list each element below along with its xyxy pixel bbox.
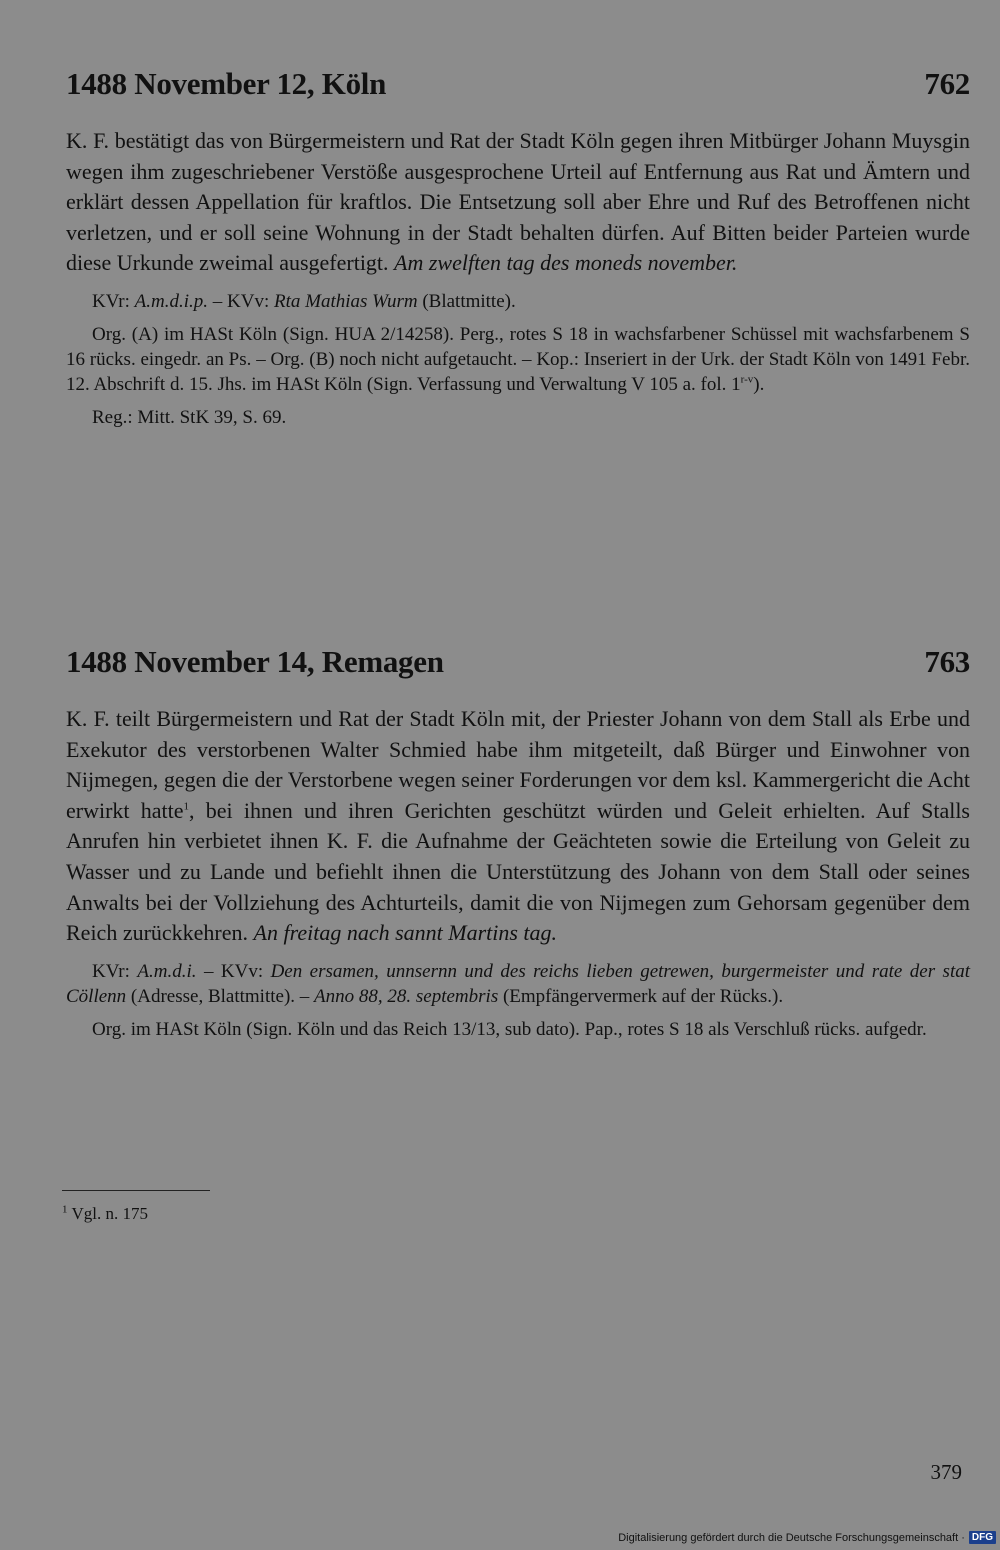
page-number: 379	[930, 1460, 962, 1484]
chancery-notes: KVr: A.m.d.i.p. – KVv: Rta Mathias Wurm (Blattmitte).	[92, 290, 516, 312]
regest-reference: Reg.: Mitt. StK 39, S. 69.	[92, 406, 287, 428]
entry-heading	[66, 66, 970, 102]
entry-763	[66, 644, 970, 1050]
entry-number: 762	[924, 66, 970, 101]
footnote-divider	[62, 1190, 210, 1191]
entry-number: 763	[924, 644, 970, 679]
footnote: $^1$ Vgl. n. 175	[62, 1203, 148, 1223]
regest-text: K. F. bestätigt das von Bürgermeistern und Rat der Stadt Köln gegen ihren Mitbürger Johann Muysgin wegen ihm zugeschriebener Verstöße ausgesprochene Urteil auf Entfernung aus Rat und Ämtern und erklärt dessen Appellation für kraftlos. Die Entsetzung soll aber Ehre und Ruf des Betroffenen nicht verletzen, und er soll seine Wohnung in der Stadt behalten dürfen. Auf Bitten beider Parteien wurde diese Urkunde zweimal ausgefertigt. Am zwelften tag des moneds november.	[66, 128, 970, 276]
tradition-note: Org. (A) im HASt Köln (Sign. HUA 2/14258). Perg., rotes S 18 in wachsfarbener Schüssel mit wachsfarbenem S 16 rücks. eingedr. an Ps. – Org. (B) noch nicht aufgetaucht. – Kop.: Inseriert in der Urk. der Stadt Köln von 1491 Febr. 12. Abschrift d. 15. Jhs. im HASt Köln (Sign. Verfassung und Verwaltung V 105 a. fol. 1$^{r-v}$).	[66, 323, 970, 395]
footnote-marker: 1	[183, 800, 190, 813]
dfg-logo-icon: DFG	[969, 1531, 996, 1544]
entry-heading	[66, 644, 970, 680]
regest-text: K. F. teilt Bürgermeistern und Rat der Stadt Köln mit, der Priester Johann von dem Stall als Erbe und Exekutor des verstorbenen Walter Schmied habe ihm mitgeteilt, daß Bürger und Einwohner von Nijmegen, gegen die der Verstorbene wegen seiner Forderungen vor dem ksl. Kammergericht die Acht erwirkt hatte$^1$, bei ihnen und ihren Gerichten geschützt würden und Geleit erhielten. Auf Stalls Anrufen hin verbietet ihnen K. F. die Aufnahme der Geächteten sowie die Erteilung von Geleit zu Wasser und zu Lande und befiehlt ihnen die Unterstützung des Johann von dem Stall oder seines Anwalts bei der Vollziehung des Achturteils, damit die von Nijmegen zum Gehorsam gegenüber dem Reich zurückkehren. An freitag nach sannt Martins tag.	[66, 706, 970, 946]
chancery-notes: KVr: A.m.d.i. – KVv: Den ersamen, unnsernn und des reichs lieben getrewen, burgermeister und rate der stat Cöllenn (Adresse, Blattmitte). – Anno 88, 28. septembris (Empfängervermerk auf der Rücks.).	[66, 960, 970, 1007]
dating-clause: An freitag nach sannt Martins tag.	[253, 920, 558, 946]
entry-date-place: 1488 November 14, Remagen	[66, 644, 444, 679]
tradition-note: Org. im HASt Köln (Sign. Köln und das Reich 13/13, sub dato). Pap., rotes S 18 als Verschluß rücks. aufgedr.	[92, 1018, 927, 1040]
entry-date-place: 1488 November 12, Köln	[66, 66, 387, 101]
dating-clause: Am zwelften tag des moneds november.	[394, 250, 738, 276]
digitization-credit: Digitalisierung gefördert durch die Deutsche Forschungsgemeinschaft · DFG	[618, 1531, 996, 1544]
entry-762	[66, 66, 970, 438]
